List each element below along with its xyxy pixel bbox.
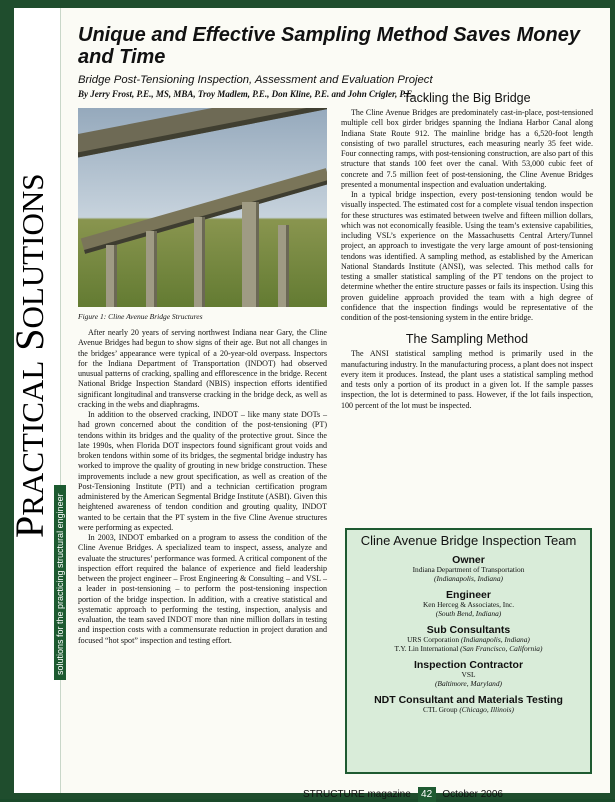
article-subtitle: Bridge Post-Tensioning Inspection, Assessment and Evaluation Project: [78, 74, 433, 86]
ndt-name: CTL Group: [423, 705, 458, 714]
section2-body: [341, 349, 593, 411]
article-byline: By Jerry Frost, P.E., MS, MBA, Troy Madlem, P.E., Don Kline, P.E. and John Crigler, P.E.: [78, 89, 415, 99]
location-text: (South Bend, Indiana): [435, 608, 502, 618]
issue-date: October 2006: [442, 789, 503, 800]
team-entity: VSL: [461, 670, 476, 679]
section-heading: The Sampling Method: [405, 332, 529, 347]
team-box-title: Cline Avenue Bridge Inspection Team: [360, 533, 577, 548]
sub2-name: T.Y. Lin International: [394, 643, 459, 653]
page-number: 42: [418, 787, 436, 802]
team-location: [347, 680, 590, 689]
sidebar-subtitle: solutions for the practicing structural engineer: [54, 485, 66, 680]
team-role: Sub Consultants: [426, 624, 511, 636]
bridge-pillar: [242, 202, 259, 307]
team-entity: [347, 706, 590, 715]
figure-caption: Figure 1: Cline Avenue Bridge Structures: [78, 312, 203, 321]
article-title: Unique and Effective Sampling Method Saves Money and Time: [78, 24, 580, 68]
paragraph: In a typical bridge inspection, every post-tensioning tendon would be visually inspected. The estimated cost for a complete visual tendon inspection for these structures was estimated between twelve and fifteen million dollars, which was not economically feasible. Using the team’s extensive capabilities, including VSL’s experience on the Massachusetts Central Artery/Tunnel project, an approach to investigate the very large amount of post-tensioning tendons was identified. A sampling method, as established by the American National Standards Institute (ANSI), was selected. This method calls for testing a smaller statistical sampling of the PT tendons on the project to determine whether the entire structure passes or fails its inspection. Using this proven guideline approach provided the team with a high degree of confidence that the inspection findings would be representative of the condition of the post-tensioning system in the entire bridge.: [341, 190, 593, 322]
magazine-name: STRUCTURE magazine: [303, 789, 411, 800]
sidebar-title-small-1: RACTICAL: [15, 360, 50, 516]
team-box: [345, 528, 592, 774]
section-sidebar: [7, 8, 65, 793]
location-text: (Indianapolis, Indiana): [434, 573, 503, 583]
location-text: (Baltimore, Maryland): [434, 678, 503, 688]
sidebar-section-title: [7, 173, 53, 538]
location-text: (Indianapolis, Indiana): [460, 635, 530, 644]
team-entity: Indiana Department of Transportation: [412, 565, 525, 574]
paragraph: In 2003, INDOT embarked on a program to assess the condition of the Cline Avenue Bridges. A specialized team to inspect, assess, analyze and evaluate the structures’ performance was formed. A critical component of the inspection effort required the balance of experience and field leadership between the project engineer – Frost Engineering & Consulting – and VSL – a leader in post-tensioning – to perform the post-tensioning inspection portion of the bridge inspection. In addition, with a creative statistical and systematic approach to performing the testing, inspection, analysis and evaluation, the team saved INDOT more than nine million dollars in testing and inspection costs with a commensurate reduction in project duration and focused “hot spot” inspection and testing effort.: [78, 533, 327, 645]
team-role: Owner: [452, 554, 485, 566]
paragraph: The ANSI statistical sampling method is primarily used in the manufacturing industry. In the manufacturing process, a plant does not inspect every item it produces. Instead, the plant uses a statistical sampling method and tests only a portion of its product in a given lot. If the sample passes inspection, the lot is determined to pass. However, if the lot fails inspection, 100 percent of the lot must be inspected.: [341, 349, 593, 410]
sub1-name: URS Corporation: [407, 635, 460, 644]
paragraph: After nearly 20 years of serving northwest Indiana near Gary, the Cline Avenue Bridges had begun to show signs of their age. But not all changes in the bridges’ appearance were typical of a 20-year-old overpass. Inspectors for the Indiana Department of Transportation (INDOT) had observed unusual patterns of cracking, spalling and efflorescence in the bridge. Recent National Bridge Inspection Standard (NBIS) inspection efforts identified significant longitudinal and transverse cracking in the bridge deck, as well as cracking in the webs and diaphragms.: [78, 328, 327, 409]
paragraph: The Cline Avenue Bridges are predominately cast-in-place, post-tensioned multiple cell box girder bridges spanning the Indiana Harbor Canal along Indiana State Route 912. The mainline bridge has a 6,520-foot length consisting of two parallel structures, each measuring nearly 35 feet wide. Four connecting ramps, with post-tensioning construction, are also part of this structure that stands 100 feet over the canal. With 53,000 cubic feet of concrete and 7.5 million feet of post-tensioning, the Cline Avenue Bridges presented a monumental inspection and evaluation undertaking.: [341, 108, 593, 189]
team-location: [347, 575, 590, 584]
sidebar-title-large-1: P: [7, 515, 52, 538]
team-role: Inspection Contractor: [413, 659, 524, 671]
section1-body: [341, 108, 593, 323]
bridge-pillar: [146, 231, 157, 307]
bridge-pillar: [106, 245, 117, 307]
team-role: Engineer: [446, 589, 491, 601]
bridge-pillar: [194, 217, 205, 307]
upper-bridge-deck: [78, 108, 327, 159]
team-location: [347, 610, 590, 619]
team-role: NDT Consultant and Materials Testing: [374, 694, 563, 706]
sidebar-title-small-2: OLUTIONS: [15, 173, 50, 329]
sidebar-title-large-2: S: [7, 328, 52, 351]
section-heading: Tackling the Big Bridge: [403, 91, 531, 105]
team-entity: Ken Herceg & Associates, Inc.: [422, 600, 515, 609]
location-text: (Chicago, Illinois): [459, 705, 514, 714]
left-column: [78, 108, 327, 646]
right-column: [341, 91, 593, 411]
bridge-photo: [78, 108, 327, 307]
page-footer: [248, 787, 558, 802]
bridge-pillar: [278, 225, 289, 307]
paragraph: In addition to the observed cracking, INDOT – like many state DOTs – had grown concerned about the condition of the post-tensioning (PT) tendons within its bridges and the quality of the protective grout. Since the late 1990s, when Florida DOT inspectors found significant grout voids and broken tendons within some of its bridges, the segmental bridge industry has worked to improve the quality of grouting in new bridge construction. These improvements include a new grout specification, as well as creation of the Post-Tensioning Institute (PTI) and a technician certification program administered by the American Segmental Bridge Institute (ASBI). Given this heightened awareness of tendon condition and grouting quality, INDOT wanted to be certain that the PT system in the five Cline Avenue structures were performing as expected.: [78, 410, 327, 532]
location-text: (San Francisco, California): [460, 643, 543, 653]
team-entity: [347, 645, 590, 654]
left-body-text: [78, 328, 327, 646]
article-content: [78, 24, 593, 800]
